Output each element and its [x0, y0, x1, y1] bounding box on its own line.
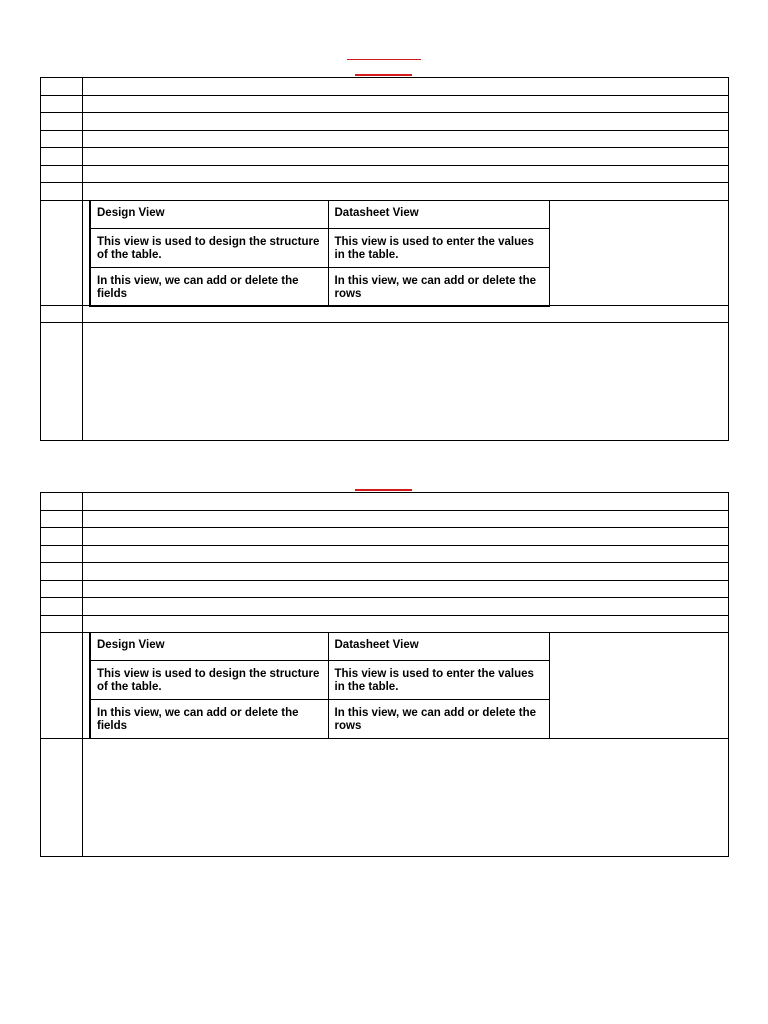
row-content-cell: [83, 493, 728, 511]
row-number-cell: [41, 581, 83, 598]
datasheet-view-edit: In this view, we can add or delete the rows: [328, 699, 549, 738]
header-design-view: Design View: [90, 201, 328, 228]
row-number-cell: [41, 78, 83, 96]
header-design-view: Design View: [90, 633, 328, 660]
row-number-cell: [41, 563, 83, 581]
heading-rule-2: [355, 489, 412, 491]
row-number-cell: [41, 201, 83, 306]
answer-area-cell: [83, 323, 728, 440]
design-view-purpose: This view is used to design the structure of the table.: [90, 660, 328, 699]
row-number-cell: [41, 511, 83, 528]
design-view-edit: In this view, we can add or delete the fields: [90, 699, 328, 738]
row-content-cell: [83, 166, 728, 183]
row-content-cell: [83, 546, 728, 563]
datasheet-view-edit: In this view, we can add or delete the rows: [328, 267, 549, 306]
row-number-cell: [41, 633, 83, 739]
row-number-cell: [41, 598, 83, 616]
worksheet-table-1: [40, 77, 729, 441]
row-content-cell: [83, 148, 728, 166]
row-content-cell: [83, 598, 728, 616]
comparison-cell: [83, 201, 728, 306]
row-number-cell: [41, 323, 83, 440]
row-content-cell: [83, 616, 728, 633]
row-content-cell: [83, 581, 728, 598]
design-view-edit: In this view, we can add or delete the fields: [90, 267, 328, 306]
row-number-cell: [41, 96, 83, 113]
row-number-cell: [41, 306, 83, 323]
worksheet-table-2: [40, 492, 729, 857]
row-content-cell: [83, 563, 728, 581]
row-content-cell: [83, 131, 728, 148]
row-number-cell: [41, 183, 83, 201]
row-number-cell: [41, 131, 83, 148]
row-content-cell: [83, 511, 728, 528]
heading-rule-top: [347, 59, 421, 60]
row-number-cell: [41, 616, 83, 633]
row-content-cell: [83, 306, 728, 323]
comparison-table: [89, 633, 550, 739]
design-view-purpose: This view is used to design the structure of the table.: [90, 228, 328, 267]
row-number-cell: [41, 739, 83, 856]
answer-area-cell: [83, 739, 728, 856]
row-content-cell: [83, 183, 728, 201]
datasheet-view-purpose: This view is used to enter the values in the table.: [328, 660, 549, 699]
header-datasheet-view: Datasheet View: [328, 201, 549, 228]
row-content-cell: [83, 96, 728, 113]
row-number-cell: [41, 493, 83, 511]
row-number-cell: [41, 546, 83, 563]
row-number-cell: [41, 148, 83, 166]
header-datasheet-view: Datasheet View: [328, 633, 549, 660]
datasheet-view-purpose: This view is used to enter the values in the table.: [328, 228, 549, 267]
heading-rule-1: [355, 74, 412, 76]
comparison-cell: [83, 633, 728, 739]
row-content-cell: [83, 113, 728, 131]
row-number-cell: [41, 113, 83, 131]
row-content-cell: [83, 78, 728, 96]
comparison-table: [89, 201, 550, 307]
row-content-cell: [83, 528, 728, 546]
row-number-cell: [41, 528, 83, 546]
row-number-cell: [41, 166, 83, 183]
